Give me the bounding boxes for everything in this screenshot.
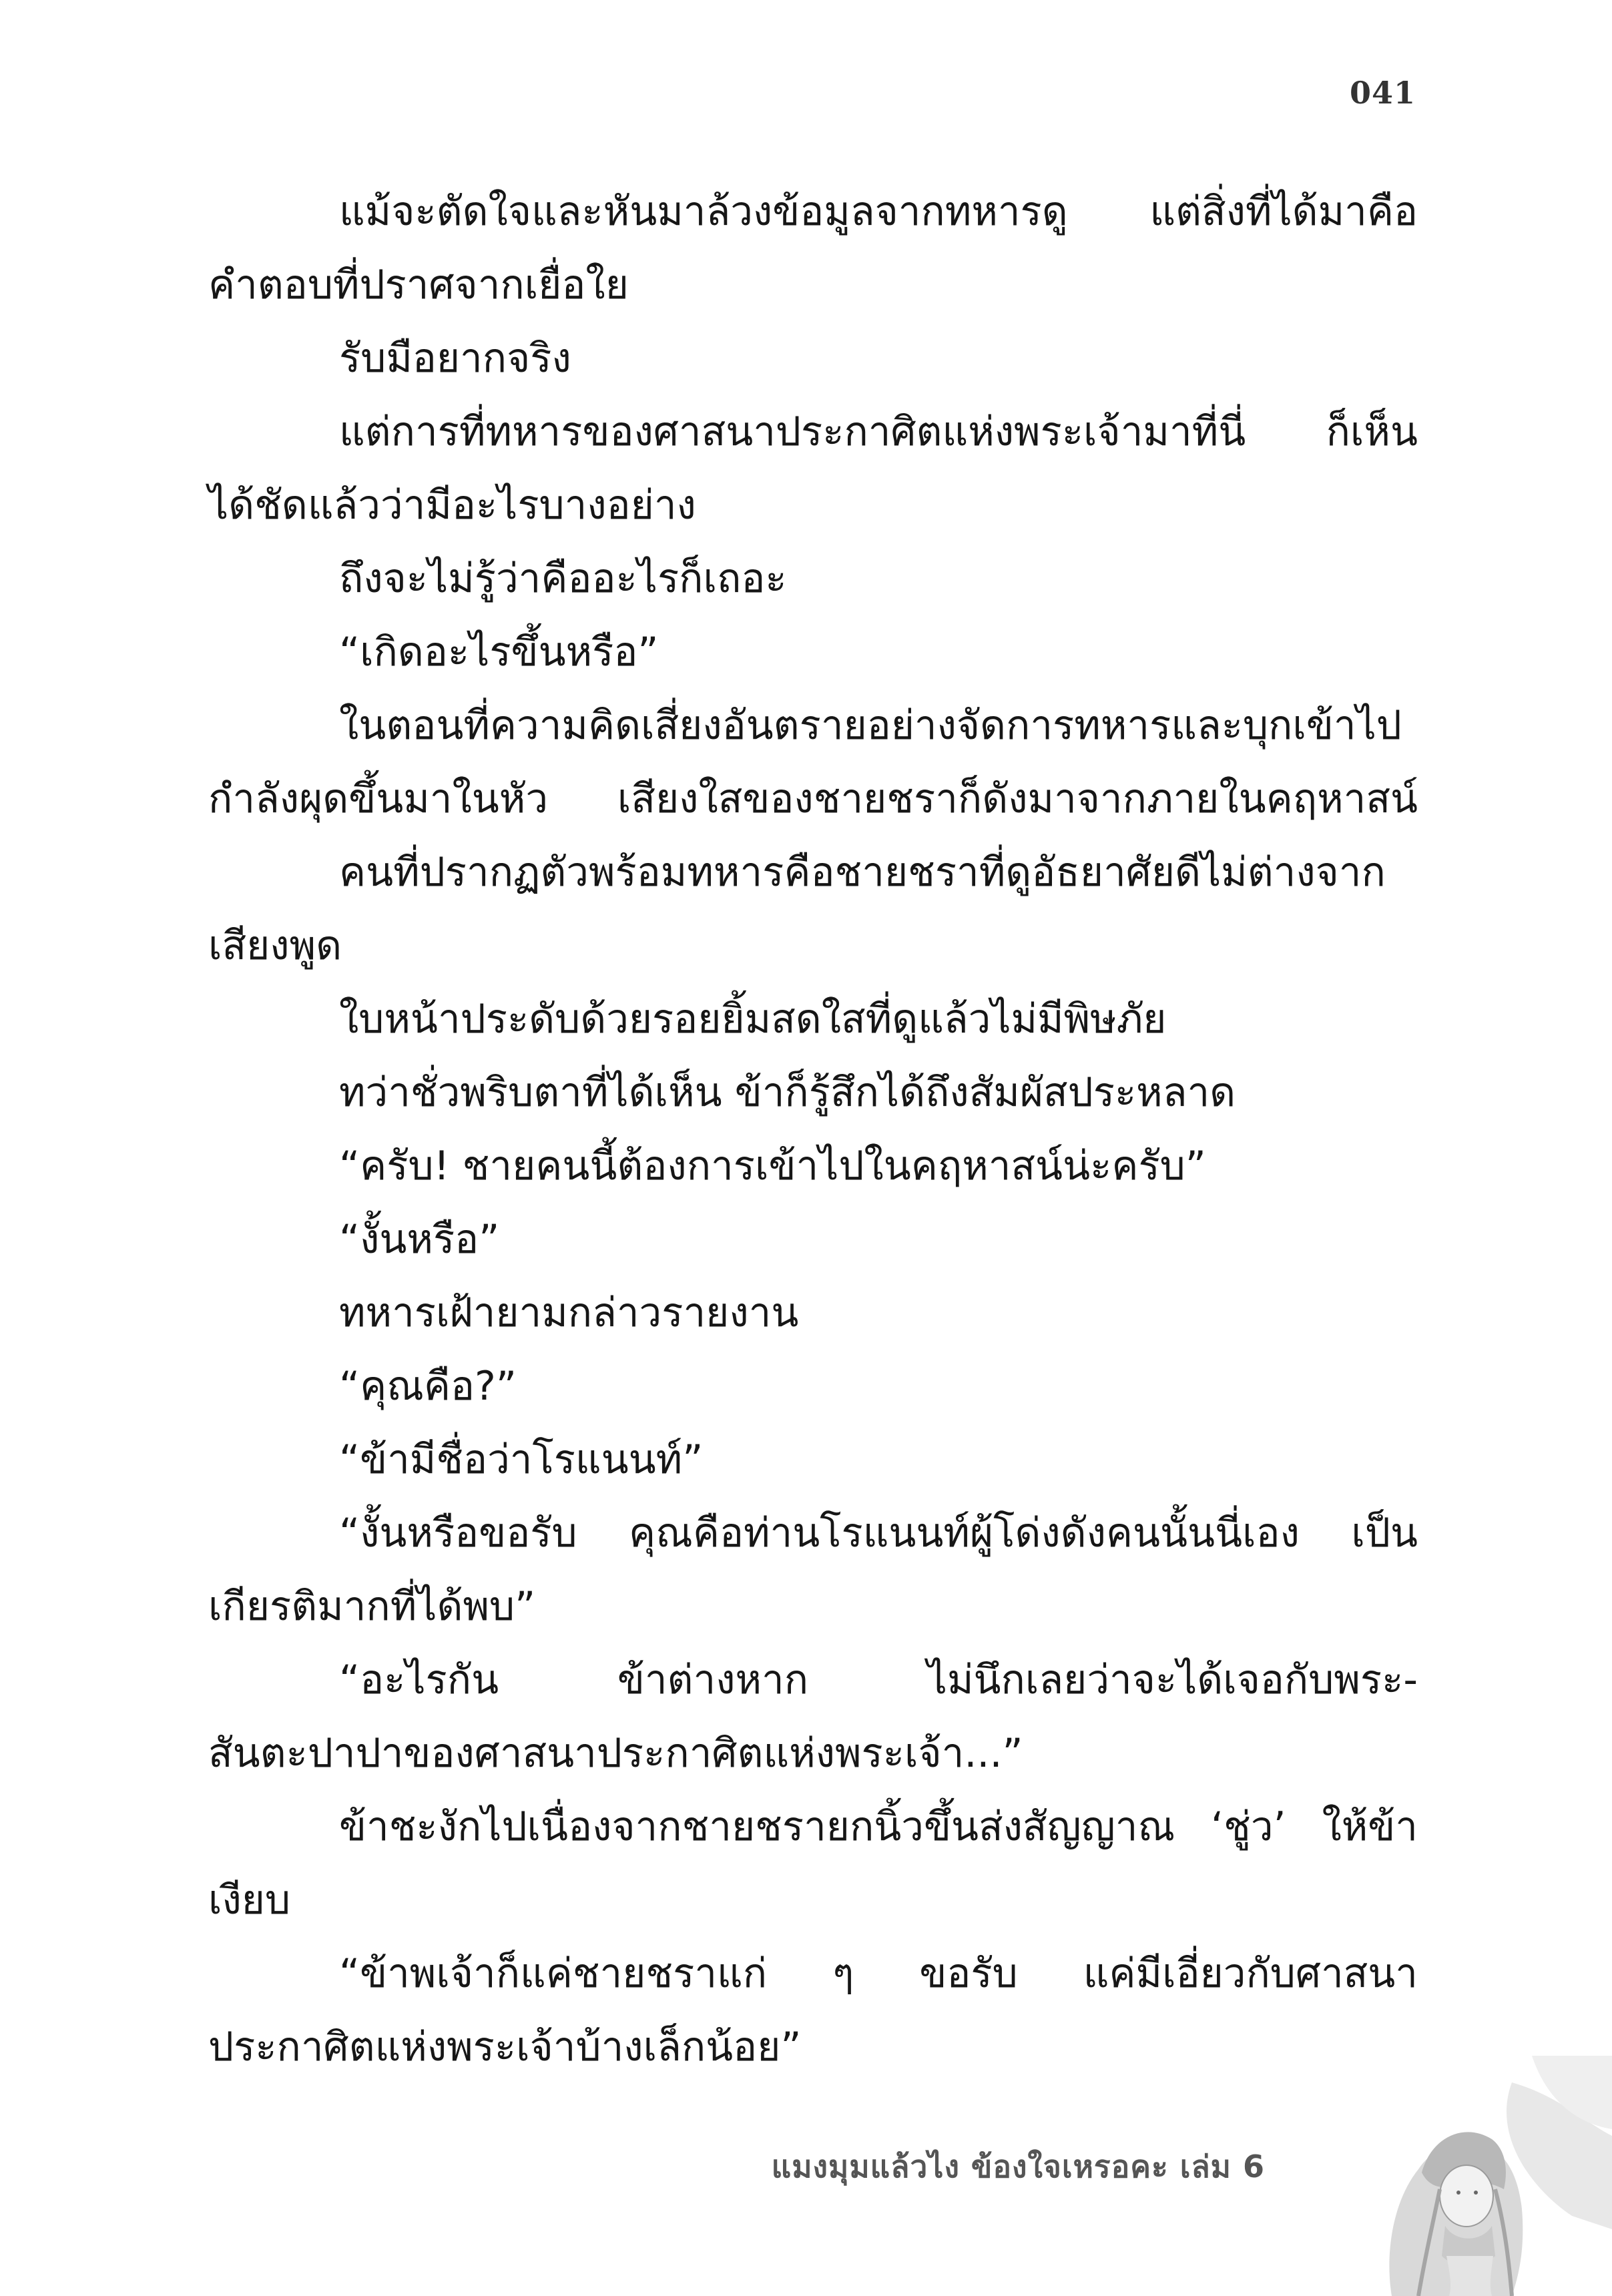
text-line: “คุณคือ?” — [339, 1363, 517, 1410]
book-title-footer: แมงมุมแล้วไง ข้องใจเหรอคะ เล่ม 6 — [771, 2148, 1265, 2185]
text-line: เกียรติมากที่ได้พบ” — [208, 1583, 536, 1630]
text-line: “งั้นหรือขอรับ คุณคือท่านโรแนนท์ผู้โด่งดังคนนั้นนี่เอง เป็น — [339, 1510, 1418, 1556]
text-line: แม้จะตัดใจและหันมาล้วงข้อมูลจากทหารดู แต่สิ่งที่ได้มาคือ — [339, 188, 1418, 235]
character-illustration — [1292, 2056, 1612, 2296]
text-line: กำลังผุดขึ้นมาในหัว เสียงใสของชายชราก็ดังมาจากภายในคฤหาสน์ — [208, 776, 1418, 822]
text-line: ถึงจะไม่รู้ว่าคืออะไรก็เถอะ — [339, 555, 787, 602]
text-line: คนที่ปรากฏตัวพร้อมทหารคือชายชราที่ดูอัธยาศัยดีไม่ต่างจาก — [339, 849, 1386, 896]
text-line: สันตะปาปาของศาสนาประกาศิตแห่งพระเจ้า...” — [208, 1730, 1023, 1777]
text-line: ได้ชัดแล้วว่ามีอะไรบางอย่าง — [208, 482, 696, 529]
text-line: “เกิดอะไรขึ้นหรือ” — [339, 629, 659, 675]
page-number: 041 — [1349, 75, 1416, 111]
text-line: ในตอนที่ความคิดเสี่ยงอันตรายอย่างจัดการทหารและบุกเข้าไป — [339, 702, 1402, 749]
text-line: “งั้นหรือ” — [339, 1216, 500, 1263]
text-line: ข้าชะงักไปเนื่องจากชายชรายกนิ้วขึ้นส่งสัญญาณ ‘ชู่ว’ ให้ข้า — [339, 1803, 1418, 1850]
text-line: คำตอบที่ปราศจากเยื่อใย — [208, 262, 629, 308]
text-line: ใบหน้าประดับด้วยรอยยิ้มสดใสที่ดูแล้วไม่มีพิษภัย — [339, 996, 1167, 1043]
text-line: “อะไรกัน ข้าต่างหาก ไม่นึกเลยว่าจะได้เจอกับพระ- — [339, 1657, 1418, 1703]
text-line: เงียบ — [208, 1877, 291, 1924]
text-line: ทว่าชั่วพริบตาที่ได้เห็น ข้าก็รู้สึกได้ถึงสัมผัสประหลาด — [339, 1069, 1236, 1116]
text-line: “ข้ามีชื่อว่าโรแนนท์” — [339, 1436, 704, 1483]
text-line: “ครับ! ชายคนนี้ต้องการเข้าไปในคฤหาสน์น่ะครับ” — [339, 1143, 1206, 1189]
text-line: “ข้าพเจ้าก็แค่ชายชราแก่ ๆ ขอรับ แค่มีเอี่ยวกับศาสนา — [339, 1950, 1418, 1997]
text-line: รับมือยากจริง — [339, 335, 571, 382]
text-line: ทหารเฝ้ายามกล่าวรายงาน — [339, 1289, 799, 1336]
body-text — [208, 175, 1418, 2084]
text-line: เสียงพูด — [208, 922, 342, 969]
text-line: แต่การที่ทหารของศาสนาประกาศิตแห่งพระเจ้ามาที่นี่ ก็เห็น — [339, 408, 1418, 455]
text-line: ประกาศิตแห่งพระเจ้าบ้างเล็กน้อย” — [208, 2024, 802, 2070]
